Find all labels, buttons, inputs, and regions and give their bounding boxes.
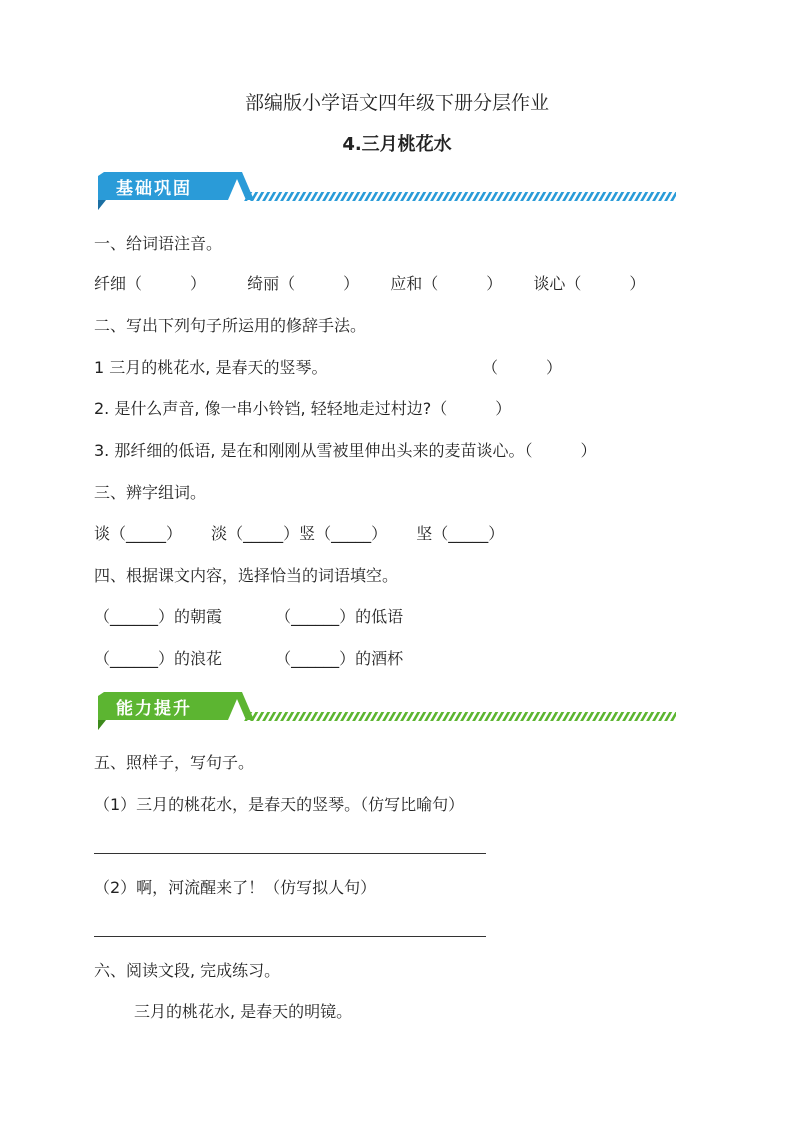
q3-heading: 三、辨字组词。 [94,483,207,502]
q4-item: （______）的低语 [275,607,404,626]
q1-item: 谈心（ ） [533,274,646,293]
q5-prompt-2: （2）啊，河流醒来了！（仿写拟人句） [94,878,377,897]
q6-heading: 六、阅读文段, 完成练习。 [94,961,281,980]
q4-item: （______）的朝霞 [94,607,223,626]
q3-item: 谈（_____） [94,524,183,543]
q4-item: （______）的酒杯 [275,649,404,668]
q3-item: 淡（_____）竖（_____） [211,524,388,543]
page-title: 部编版小学语文四年级下册分层作业 [244,92,549,114]
q6-passage: 三月的桃花水, 是春天的明镜。 [134,1002,353,1021]
q2-heading: 二、写出下列句子所运用的修辞手法。 [94,316,367,335]
q2-sentence-2: 2. 是什么声音, 像一串小铃铛, 轻轻地走过村边?（ ） [94,399,512,418]
section-label-basic: 基础巩固 [116,179,192,199]
q1-item: 纤细（ ） [94,274,207,293]
section-banner-basic [94,170,678,210]
answer-line[interactable] [94,853,486,854]
answer-line[interactable] [94,936,486,937]
q5-heading: 五、照样子，写句子。 [94,753,255,772]
q1-item: 绮丽（ ） [247,274,360,293]
q1-item: 应和（ ） [390,274,503,293]
section-label-advanced: 能力提升 [116,699,192,719]
q4-row-1 [94,607,403,627]
q4-heading: 四、根据课文内容，选择恰当的词语填空。 [94,566,399,585]
q1-heading: 一、给词语注音。 [94,234,223,253]
q3-item: 坚（_____） [416,524,505,543]
q1-items [94,274,645,294]
section-banner-advanced [94,690,678,730]
q2-sentence-3: 3. 那纤细的低语, 是在和刚刚从雪被里伸出头来的麦苗谈心。（ ） [94,441,597,460]
q5-prompt-1: （1）三月的桃花水，是春天的竖琴。（仿写比喻句） [94,795,465,814]
q4-item: （______）的浪花 [94,649,223,668]
q3-items [94,524,504,544]
q2-sentence-1-blank: （ ） [482,358,563,377]
q2-sentence-1: 1 三月的桃花水, 是春天的竖琴。 [94,358,328,377]
q4-row-2 [94,649,403,669]
lesson-title: 4.三月桃花水 [342,134,452,155]
